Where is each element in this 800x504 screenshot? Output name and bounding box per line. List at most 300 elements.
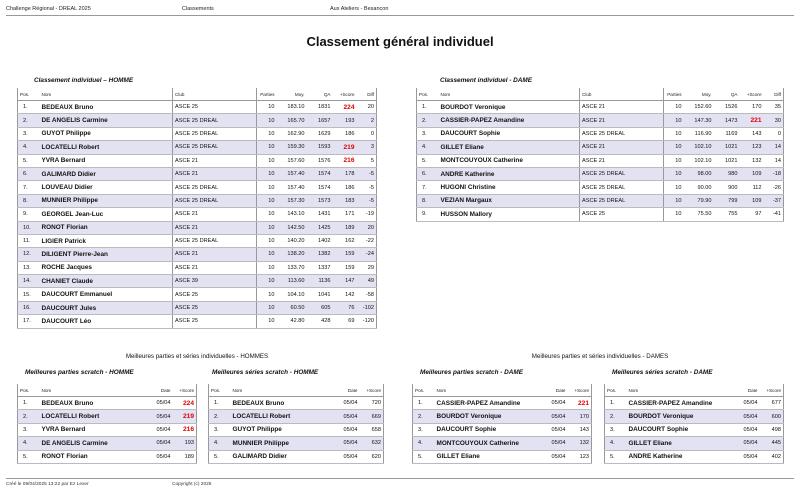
diff-cell: -5	[357, 194, 377, 207]
rank-cell: 1.	[413, 397, 435, 410]
qa-cell: 1629	[307, 127, 333, 140]
rank-cell: 4.	[209, 437, 231, 450]
player-name: VEZIAN Margaux	[439, 194, 580, 207]
parties-cell: 10	[257, 194, 277, 207]
col-header-club: Club	[173, 88, 257, 101]
score-cell: 224	[173, 397, 197, 410]
player-name: LOUVEAU Didier	[40, 181, 173, 194]
club-cell: ASCE 25 DREAL	[173, 181, 257, 194]
club-cell: ASCE 21	[580, 141, 664, 154]
diff-cell: 14	[764, 154, 784, 167]
table-row	[417, 101, 784, 114]
average-cell: 138.20	[277, 248, 307, 261]
score-cell: 632	[360, 437, 384, 450]
qa-cell: 1402	[307, 234, 333, 247]
player-name: RONOT Florian	[40, 221, 173, 234]
diff-cell: 20	[357, 101, 377, 114]
score-cell: 216	[173, 423, 197, 436]
rank-cell: 5.	[18, 154, 40, 167]
rank-cell: 4.	[605, 437, 627, 450]
qa-cell: 1337	[307, 261, 333, 274]
diff-cell: -26	[764, 181, 784, 194]
best-score-cell: 142	[333, 288, 357, 301]
best-score-cell: 69	[333, 315, 357, 328]
date-cell: 05/04	[149, 423, 173, 436]
club-cell: ASCE 25 DREAL	[173, 234, 257, 247]
table-row	[413, 450, 592, 463]
parties-cell: 10	[257, 234, 277, 247]
best-score-cell: 183	[333, 194, 357, 207]
diff-cell: 29	[357, 261, 377, 274]
best-dames-parties-table	[412, 384, 592, 464]
date-cell: 05/04	[149, 450, 173, 463]
average-cell: 157.30	[277, 194, 307, 207]
diff-cell: -41	[764, 208, 784, 221]
date-cell: 05/04	[336, 450, 360, 463]
col-header-score: +Score	[740, 88, 764, 101]
player-name: ANDRE Katherine	[627, 450, 736, 463]
best-dames-series-table	[604, 384, 784, 464]
rank-cell: 7.	[417, 181, 439, 194]
table-row	[417, 114, 784, 127]
rank-cell: 1.	[18, 101, 40, 114]
table-row	[209, 410, 384, 423]
rank-cell: 14.	[18, 275, 40, 288]
header-right: Aux Ateliers - Besancon	[330, 6, 389, 12]
table-row	[209, 450, 384, 463]
col-header-date: Date	[736, 384, 760, 397]
table-row	[413, 410, 592, 423]
score-cell: 620	[360, 450, 384, 463]
col-header-parties: Parties	[664, 88, 684, 101]
average-cell: 98.00	[684, 167, 714, 180]
col-header-score: +Score	[568, 384, 592, 397]
diff-cell: -18	[764, 167, 784, 180]
date-cell: 05/04	[544, 397, 568, 410]
table-row	[209, 423, 384, 436]
col-header-pos: Pos.	[413, 384, 435, 397]
date-cell: 05/04	[544, 410, 568, 423]
best-hommes-series-table	[208, 384, 384, 464]
parties-cell: 10	[257, 167, 277, 180]
club-cell: ASCE 25	[173, 315, 257, 328]
table-row	[18, 248, 377, 261]
score-cell: 498	[760, 423, 784, 436]
average-cell: 152.60	[684, 101, 714, 114]
player-name: GEORGEL Jean-Luc	[40, 208, 173, 221]
table-row	[18, 154, 377, 167]
rank-cell: 13.	[18, 261, 40, 274]
player-name: DAUCOURT Sophie	[627, 423, 736, 436]
table-row	[18, 141, 377, 154]
qa-cell: 1431	[307, 208, 333, 221]
club-cell: ASCE 25 DREAL	[173, 114, 257, 127]
date-cell: 05/04	[149, 397, 173, 410]
rank-cell: 3.	[413, 423, 435, 436]
rank-cell: 17.	[18, 315, 40, 328]
average-cell: 143.10	[277, 208, 307, 221]
table-row	[417, 141, 784, 154]
qa-cell: 900	[714, 181, 740, 194]
rank-cell: 4.	[18, 437, 40, 450]
club-cell: ASCE 39	[173, 275, 257, 288]
rank-cell: 12.	[18, 248, 40, 261]
parties-cell: 10	[257, 141, 277, 154]
player-name: MUNNIER Philippe	[40, 194, 173, 207]
diff-cell: 30	[764, 114, 784, 127]
best-score-cell: 186	[333, 181, 357, 194]
qa-cell: 1021	[714, 154, 740, 167]
average-cell: 102.10	[684, 141, 714, 154]
parties-cell: 10	[257, 154, 277, 167]
homme-table	[17, 88, 377, 329]
score-cell: 219	[173, 410, 197, 423]
parties-cell: 10	[257, 127, 277, 140]
col-header-score: +Score	[760, 384, 784, 397]
qa-cell: 1574	[307, 167, 333, 180]
parties-cell: 10	[664, 208, 684, 221]
col-header-moy: Moy.	[684, 88, 714, 101]
table-row	[18, 423, 197, 436]
score-cell: 600	[760, 410, 784, 423]
average-cell: 183.10	[277, 101, 307, 114]
rank-cell: 1.	[605, 397, 627, 410]
diff-cell: 49	[357, 275, 377, 288]
player-name: GUYOT Philippe	[231, 423, 336, 436]
rank-cell: 4.	[18, 141, 40, 154]
average-cell: 60.50	[277, 301, 307, 314]
table-row	[18, 114, 377, 127]
date-cell: 05/04	[736, 410, 760, 423]
table-row	[18, 437, 197, 450]
rank-cell: 5.	[209, 450, 231, 463]
table-row	[18, 288, 377, 301]
parties-cell: 10	[257, 114, 277, 127]
score-cell: 669	[360, 410, 384, 423]
rank-cell: 6.	[417, 167, 439, 180]
col-header-parties: Parties	[257, 88, 277, 101]
score-cell: 221	[568, 397, 592, 410]
col-header-nom: Nom	[231, 384, 336, 397]
parties-cell: 10	[257, 275, 277, 288]
rank-cell: 5.	[605, 450, 627, 463]
col-header-nom: Nom	[627, 384, 736, 397]
rank-cell: 3.	[417, 127, 439, 140]
table-row	[18, 101, 377, 114]
rank-cell: 2.	[18, 114, 40, 127]
player-name: HUGONI Christine	[439, 181, 580, 194]
player-name: GUYOT Philippe	[40, 127, 173, 140]
best-hommes-title: Meilleures parties et séries individuelles - HOMMES	[125, 353, 269, 360]
player-name: DE ANGELIS Carmine	[40, 114, 173, 127]
table-row	[417, 167, 784, 180]
score-cell: 445	[760, 437, 784, 450]
score-cell: 189	[173, 450, 197, 463]
header-row	[18, 384, 197, 397]
date-cell: 05/04	[736, 397, 760, 410]
header-row	[18, 88, 377, 101]
club-cell: ASCE 21	[580, 114, 664, 127]
col-header-nom: Nom	[40, 384, 149, 397]
diff-cell: 14	[764, 141, 784, 154]
score-cell: 720	[360, 397, 384, 410]
col-header-pos: Pos.	[18, 384, 40, 397]
player-name: DAUCOURT Léo	[40, 315, 173, 328]
club-cell: ASCE 25 DREAL	[580, 167, 664, 180]
diff-cell: 0	[764, 127, 784, 140]
col-header-pos: Pos.	[605, 384, 627, 397]
best-score-cell: 159	[333, 248, 357, 261]
score-cell: 658	[360, 423, 384, 436]
table-row	[417, 208, 784, 221]
qa-cell: 1573	[307, 194, 333, 207]
best-score-cell: 162	[333, 234, 357, 247]
parties-cell: 10	[257, 101, 277, 114]
diff-cell: -120	[357, 315, 377, 328]
table-row	[18, 261, 377, 274]
table-row	[417, 127, 784, 140]
player-name: DAUCOURT Sophie	[439, 127, 580, 140]
qa-cell: 1593	[307, 141, 333, 154]
score-cell: 193	[173, 437, 197, 450]
rank-cell: 16.	[18, 301, 40, 314]
col-header-pos: Pos.	[417, 88, 439, 101]
diff-cell: -22	[357, 234, 377, 247]
club-cell: ASCE 21	[580, 154, 664, 167]
average-cell: 157.40	[277, 167, 307, 180]
rank-cell: 9.	[18, 208, 40, 221]
best-score-cell: 193	[333, 114, 357, 127]
date-cell: 05/04	[336, 397, 360, 410]
club-cell: ASCE 21	[173, 167, 257, 180]
parties-cell: 10	[664, 167, 684, 180]
parties-cell: 10	[664, 194, 684, 207]
col-header-date: Date	[336, 384, 360, 397]
average-cell: 142.50	[277, 221, 307, 234]
parties-cell: 10	[257, 315, 277, 328]
best-score-cell: 221	[740, 114, 764, 127]
parties-cell: 10	[664, 127, 684, 140]
parties-cell: 10	[664, 101, 684, 114]
average-cell: 159.30	[277, 141, 307, 154]
table-row	[18, 315, 377, 328]
header-row	[417, 88, 784, 101]
best-dames-parties-title: Meilleures parties scratch - DAME	[420, 369, 523, 376]
diff-cell: -5	[357, 181, 377, 194]
qa-cell: 980	[714, 167, 740, 180]
score-cell: 132	[568, 437, 592, 450]
best-score-cell: 132	[740, 154, 764, 167]
table-row	[209, 397, 384, 410]
parties-cell: 10	[257, 301, 277, 314]
date-cell: 05/04	[336, 423, 360, 436]
dame-table	[416, 88, 784, 222]
average-cell: 140.20	[277, 234, 307, 247]
date-cell: 05/04	[544, 437, 568, 450]
table-row	[413, 423, 592, 436]
diff-cell: -37	[764, 194, 784, 207]
rank-cell: 3.	[209, 423, 231, 436]
table-row	[417, 181, 784, 194]
col-header-qa: QA	[714, 88, 740, 101]
best-score-cell: 109	[740, 194, 764, 207]
best-score-cell: 123	[740, 141, 764, 154]
rank-cell: 4.	[413, 437, 435, 450]
best-score-cell: 159	[333, 261, 357, 274]
qa-cell: 1576	[307, 154, 333, 167]
rank-cell: 4.	[417, 141, 439, 154]
qa-cell: 1473	[714, 114, 740, 127]
rank-cell: 2.	[18, 410, 40, 423]
rank-cell: 11.	[18, 234, 40, 247]
table-row	[605, 410, 784, 423]
player-name: CHANIET Claude	[40, 275, 173, 288]
best-dames-series-title: Meilleures séries scratch - DAME	[612, 369, 713, 376]
qa-cell: 1041	[307, 288, 333, 301]
table-row	[209, 437, 384, 450]
col-header-pos: Pos.	[209, 384, 231, 397]
qa-cell: 1574	[307, 181, 333, 194]
diff-cell: 2	[357, 114, 377, 127]
player-name: DE ANGELIS Carmine	[40, 437, 149, 450]
player-name: BEDEAUX Bruno	[40, 397, 149, 410]
best-score-cell: 143	[740, 127, 764, 140]
table-row	[18, 275, 377, 288]
homme-title: Classement individuel – HOMME	[34, 77, 134, 84]
qa-cell: 1382	[307, 248, 333, 261]
dame-title: Classement individuel - DAME	[440, 77, 532, 84]
qa-cell: 1136	[307, 275, 333, 288]
average-cell: 79.90	[684, 194, 714, 207]
rank-cell: 9.	[417, 208, 439, 221]
header-center: Classements	[182, 6, 214, 12]
rank-cell: 5.	[417, 154, 439, 167]
date-cell: 05/04	[149, 410, 173, 423]
parties-cell: 10	[664, 114, 684, 127]
col-header-diff: Diff	[764, 88, 784, 101]
parties-cell: 10	[664, 154, 684, 167]
club-cell: ASCE 25 DREAL	[580, 194, 664, 207]
average-cell: 157.40	[277, 181, 307, 194]
diff-cell: -19	[357, 208, 377, 221]
best-score-cell: 76	[333, 301, 357, 314]
player-name: MONTCOUYOUX Catherine	[439, 154, 580, 167]
player-name: GILLET Eliane	[435, 450, 544, 463]
best-score-cell: 171	[333, 208, 357, 221]
rank-cell: 1.	[18, 397, 40, 410]
header-row	[413, 384, 592, 397]
rank-cell: 3.	[18, 423, 40, 436]
player-name: ANDRE Katherine	[439, 167, 580, 180]
player-name: DAUCOURT Sophie	[435, 423, 544, 436]
qa-cell: 1657	[307, 114, 333, 127]
rank-cell: 8.	[417, 194, 439, 207]
parties-cell: 10	[257, 221, 277, 234]
best-hommes-series-title: Meilleures séries scratch - HOMME	[212, 369, 319, 376]
average-cell: 90.00	[684, 181, 714, 194]
diff-cell: -5	[357, 167, 377, 180]
club-cell: ASCE 25	[173, 101, 257, 114]
player-name: ROCHE Jacques	[40, 261, 173, 274]
best-score-cell: 189	[333, 221, 357, 234]
table-row	[18, 208, 377, 221]
player-name: GALIMARD Didier	[231, 450, 336, 463]
club-cell: ASCE 21	[580, 101, 664, 114]
col-header-date: Date	[149, 384, 173, 397]
average-cell: 147.30	[684, 114, 714, 127]
table-row	[18, 450, 197, 463]
header-row	[209, 384, 384, 397]
rank-cell: 3.	[605, 423, 627, 436]
date-cell: 05/04	[736, 437, 760, 450]
club-cell: ASCE 21	[173, 248, 257, 261]
average-cell: 113.60	[277, 275, 307, 288]
best-score-cell: 170	[740, 101, 764, 114]
rank-cell: 6.	[18, 167, 40, 180]
player-name: MONTCOUYOUX Catherine	[435, 437, 544, 450]
player-name: LIGIER Patrick	[40, 234, 173, 247]
player-name: LOCATELLI Robert	[231, 410, 336, 423]
score-cell: 402	[760, 450, 784, 463]
best-dames-title: Meilleures parties et séries individuelles - DAMES	[531, 353, 669, 360]
parties-cell: 10	[257, 208, 277, 221]
player-name: BOURDOT Veronique	[439, 101, 580, 114]
best-hommes-parties-title: Meilleures parties scratch - HOMME	[25, 369, 134, 376]
average-cell: 165.70	[277, 114, 307, 127]
club-cell: ASCE 25 DREAL	[173, 127, 257, 140]
score-cell: 143	[568, 423, 592, 436]
player-name: GILLET Eliane	[627, 437, 736, 450]
table-row	[18, 167, 377, 180]
rank-cell: 7.	[18, 181, 40, 194]
header-row	[605, 384, 784, 397]
player-name: GILLET Eliane	[439, 141, 580, 154]
date-cell: 05/04	[544, 423, 568, 436]
best-score-cell: 216	[333, 154, 357, 167]
diff-cell: 5	[357, 154, 377, 167]
average-cell: 133.70	[277, 261, 307, 274]
score-cell: 123	[568, 450, 592, 463]
rank-cell: 15.	[18, 288, 40, 301]
club-cell: ASCE 21	[173, 261, 257, 274]
parties-cell: 10	[257, 288, 277, 301]
player-name: BEDEAUX Bruno	[40, 101, 173, 114]
rank-cell: 5.	[413, 450, 435, 463]
table-row	[605, 423, 784, 436]
date-cell: 05/04	[336, 410, 360, 423]
qa-cell: 1425	[307, 221, 333, 234]
player-name: RONOT Florian	[40, 450, 149, 463]
table-row	[18, 181, 377, 194]
col-header-score: +Score	[360, 384, 384, 397]
average-cell: 162.90	[277, 127, 307, 140]
diff-cell: -58	[357, 288, 377, 301]
diff-cell: 3	[357, 141, 377, 154]
club-cell: ASCE 25	[173, 301, 257, 314]
qa-cell: 755	[714, 208, 740, 221]
date-cell: 05/04	[336, 437, 360, 450]
player-name: YVRA Bernard	[40, 154, 173, 167]
qa-cell: 799	[714, 194, 740, 207]
col-header-score: +Score	[173, 384, 197, 397]
footer-left: Créé le 08/04/2025 13:22 par Ez Lexer	[6, 482, 89, 487]
table-row	[605, 450, 784, 463]
club-cell: ASCE 25 DREAL	[173, 194, 257, 207]
average-cell: 116.90	[684, 127, 714, 140]
score-cell: 677	[760, 397, 784, 410]
player-name: LOCATELLI Robert	[40, 141, 173, 154]
player-name: DAUCOURT Emmanuel	[40, 288, 173, 301]
